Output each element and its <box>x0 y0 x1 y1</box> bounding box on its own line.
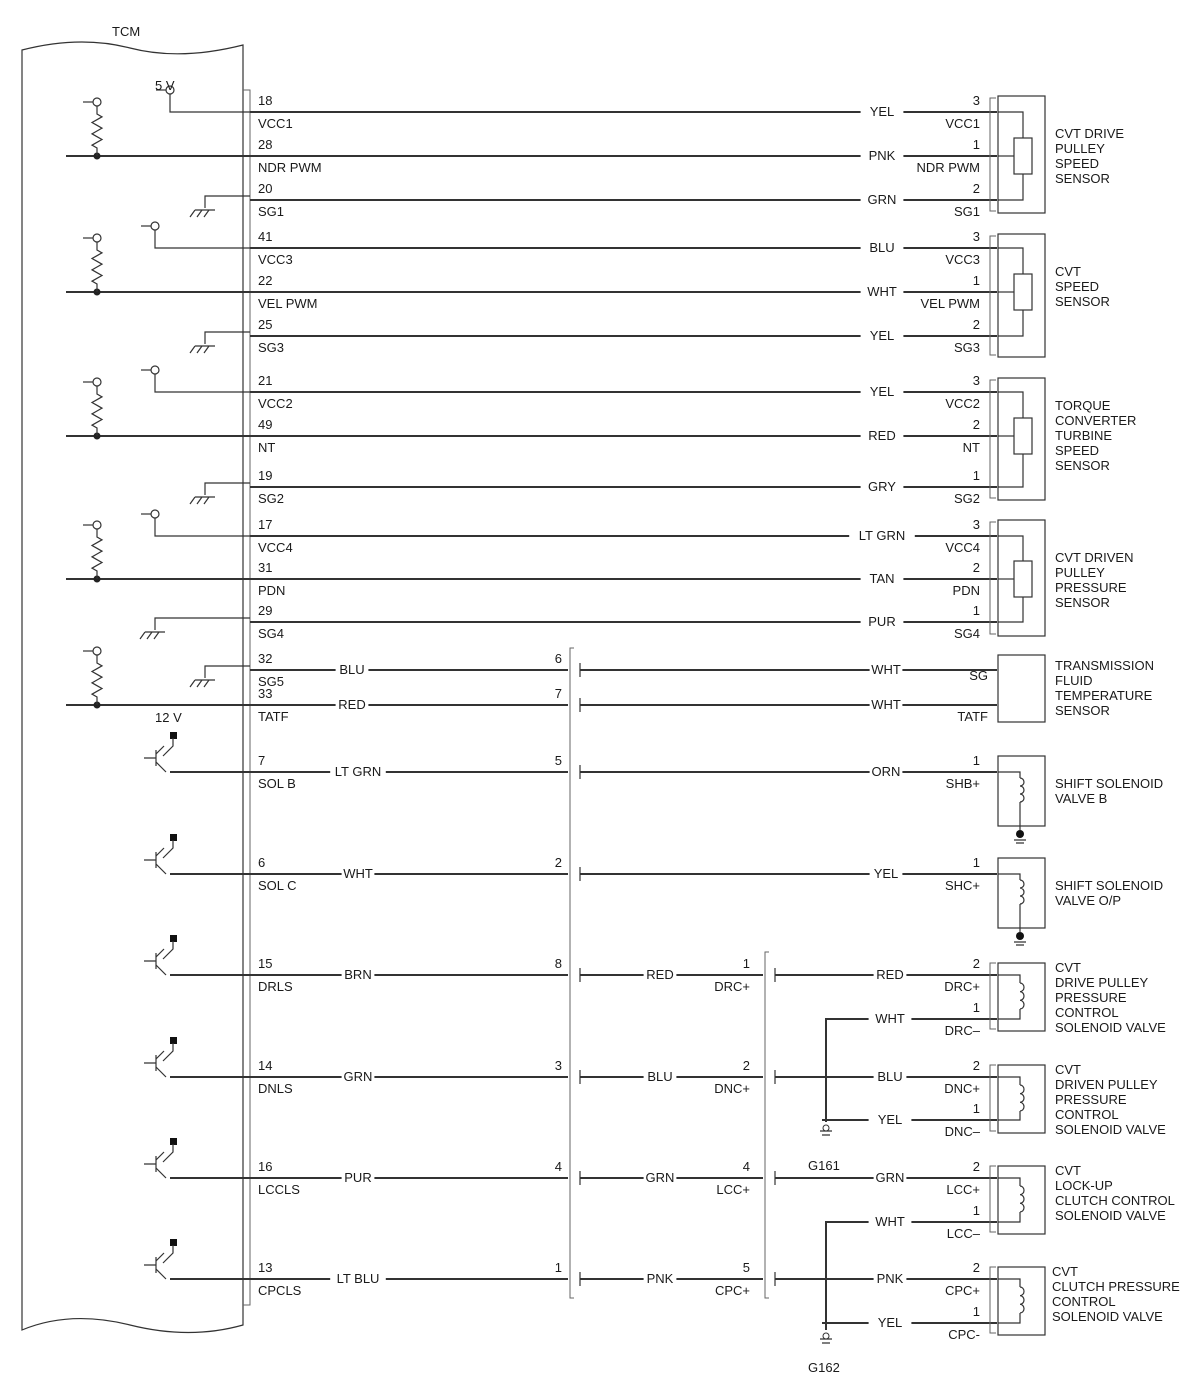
sensor-name: SENSOR <box>1055 171 1110 186</box>
connector-pin: 1 <box>972 753 980 768</box>
pin-number: 14 <box>258 1058 273 1073</box>
pin-label: VCC1 <box>258 116 293 131</box>
connector-pin: 2 <box>972 317 980 332</box>
connector-label: SHC+ <box>944 878 980 893</box>
connector-label: VEL PWM <box>920 296 980 311</box>
solenoid-name: CVT <box>1055 1163 1081 1178</box>
tft-name: TRANSMISSION <box>1055 658 1154 673</box>
pin-number: 18 <box>258 93 273 108</box>
connector-label: SG2 <box>953 491 980 506</box>
driver-transistor-supply <box>170 732 177 739</box>
pin-number: 25 <box>258 317 273 332</box>
junction-pin: 5 <box>554 753 562 768</box>
connector-pin: 1 <box>972 273 980 288</box>
solenoid-box <box>998 858 1045 928</box>
ground-internal <box>155 618 250 630</box>
sensor-name: CVT <box>1055 264 1081 279</box>
pin-label: VCC2 <box>258 396 293 411</box>
connector-label: SG3 <box>953 340 980 355</box>
pin-label: SG2 <box>258 491 285 506</box>
shift-wire-color: ORN <box>871 764 901 779</box>
solenoid-name: CONTROL <box>1055 1005 1119 1020</box>
connector-label: DNC+ <box>944 1081 980 1096</box>
driver-transistor-supply <box>170 935 177 942</box>
connector-pin: 1 <box>972 137 980 152</box>
driver-transistor-supply <box>170 1138 177 1145</box>
pin-label: PDN <box>258 583 286 598</box>
pin-number: 19 <box>258 468 273 483</box>
ground-riser-g161 <box>822 1019 830 1122</box>
pc-wire-color: GRN <box>343 1069 373 1084</box>
pullup-node <box>93 378 101 386</box>
connector-pin: 1 <box>972 468 980 483</box>
tft-sensor-box <box>998 655 1045 722</box>
connector-label: SHB+ <box>945 776 980 791</box>
connector-label: SG <box>969 668 988 683</box>
pin-label: SG1 <box>258 204 285 219</box>
solenoid-name: CLUTCH CONTROL <box>1055 1193 1175 1208</box>
pin-label: CPCLS <box>258 1283 302 1298</box>
driver-transistor <box>156 1269 166 1279</box>
solenoid-name: SHIFT SOLENOID <box>1055 878 1164 893</box>
pin-label: VCC3 <box>258 252 293 267</box>
connector-pin: 2 <box>972 1058 980 1073</box>
pc-wire-color: GRN <box>645 1170 675 1185</box>
junction-pin: 1 <box>554 1260 562 1275</box>
connector-pin: 1 <box>972 855 980 870</box>
ground-icon <box>190 497 215 504</box>
solenoid-box <box>998 1166 1045 1234</box>
solenoid-name: SOLENOID VALVE <box>1055 1020 1166 1035</box>
sensor-name: PULLEY <box>1055 565 1105 580</box>
connector-pin: 3 <box>972 229 980 244</box>
pc-wire-color: RED <box>646 967 674 982</box>
pin-number: 13 <box>258 1260 273 1275</box>
tft-name: SENSOR <box>1055 703 1110 718</box>
connector-pin: 2 <box>972 1159 980 1174</box>
solenoid-name: VALVE O/P <box>1055 893 1121 908</box>
vcc-internal <box>155 230 250 248</box>
connector-pin: 2 <box>972 956 980 971</box>
wire-color: GRN <box>867 192 897 207</box>
pin-number: 29 <box>258 603 273 618</box>
connector-pin: 2 <box>972 417 980 432</box>
pin-number: 32 <box>258 651 273 666</box>
sensor-connector <box>990 98 996 211</box>
driver-transistor <box>144 1257 156 1273</box>
pin-label: VCC4 <box>258 540 293 555</box>
wire-color: TAN <box>869 571 895 586</box>
connector-pin: 3 <box>972 93 980 108</box>
pc-wire-color: PNK <box>646 1271 674 1286</box>
pullup-node <box>93 521 101 529</box>
pin-number: 6 <box>258 855 266 870</box>
wire-color: RED <box>868 428 896 443</box>
wire-color: BLU <box>869 240 895 255</box>
solenoid-name: SOLENOID VALVE <box>1052 1309 1163 1324</box>
return-color: WHT <box>875 1011 905 1026</box>
driver-transistor <box>156 746 164 754</box>
supply-5v: 5 V <box>155 78 175 93</box>
vcc-internal <box>155 374 250 392</box>
junction-connector-a <box>570 648 574 1298</box>
ground-icon <box>820 1131 832 1135</box>
junction-label: DRC+ <box>714 979 750 994</box>
wire-color: LT GRN <box>858 528 906 543</box>
driver-transistor <box>163 738 173 756</box>
ground-point <box>823 1125 829 1131</box>
connector-label: DRC+ <box>944 979 980 994</box>
connector-label: VCC2 <box>945 396 980 411</box>
pc-wire-color: RED <box>876 967 904 982</box>
driver-transistor <box>163 941 173 959</box>
pin-label: SG4 <box>258 626 285 641</box>
pc-wire-color: GRN <box>875 1170 905 1185</box>
pin-number: 16 <box>258 1159 273 1174</box>
solenoid-box <box>998 963 1045 1031</box>
ground-icon <box>1014 840 1026 843</box>
tft-wire-color: RED <box>338 697 366 712</box>
junction-pin: 2 <box>742 1058 750 1073</box>
vcc-node <box>151 366 159 374</box>
connector-label: NT <box>962 440 980 455</box>
solenoid-name: CVT <box>1055 960 1081 975</box>
sensor-name: TORQUE <box>1055 398 1111 413</box>
return-color: YEL <box>877 1112 903 1127</box>
connector-label: TATF <box>957 709 988 724</box>
sensor-name: CONVERTER <box>1055 413 1137 428</box>
solenoid-name: PRESSURE <box>1055 990 1127 1005</box>
driver-transistor <box>144 750 156 766</box>
solenoid-name: DRIVEN PULLEY <box>1055 1077 1158 1092</box>
connector-label: DRC– <box>944 1023 980 1038</box>
case-ground-dot <box>1016 830 1024 838</box>
pullup-resistor <box>92 106 102 156</box>
solenoid-name: CONTROL <box>1055 1107 1119 1122</box>
junction-pin: 4 <box>742 1159 750 1174</box>
pin-number: 21 <box>258 373 273 388</box>
connector-pin: 3 <box>972 517 980 532</box>
junction-pin: 5 <box>742 1260 750 1275</box>
solenoid-name: CONTROL <box>1052 1294 1116 1309</box>
pin-number: 28 <box>258 137 273 152</box>
pin-label: NT <box>258 440 276 455</box>
sensor-name: SPEED <box>1055 443 1100 458</box>
connector-label: SG1 <box>953 204 980 219</box>
connector-label: VCC3 <box>945 252 980 267</box>
pin-number: 20 <box>258 181 273 196</box>
pin-label: TATF <box>258 709 289 724</box>
pin-label: DRLS <box>258 979 293 994</box>
sensor-connector <box>990 380 996 498</box>
ground-label-g162: G162 <box>808 1360 840 1375</box>
driver-transistor <box>156 1168 166 1178</box>
pin-label: LCCLS <box>258 1182 300 1197</box>
pin-label: SG5 <box>258 674 285 689</box>
connector-pin: 2 <box>972 181 980 196</box>
tft-wire-color: WHT <box>871 662 901 677</box>
junction-label: DNC+ <box>714 1081 750 1096</box>
connector-pin: 1 <box>972 1000 980 1015</box>
connector-pin: 1 <box>972 1304 980 1319</box>
junction-label: LCC+ <box>716 1182 750 1197</box>
driver-transistor <box>156 949 164 957</box>
return-color: YEL <box>877 1315 903 1330</box>
solenoid-box <box>998 1267 1045 1335</box>
pin-label: SG3 <box>258 340 285 355</box>
connector-label: PDN <box>952 583 980 598</box>
ground-point <box>823 1333 829 1339</box>
solenoid-box <box>998 1065 1045 1133</box>
driver-transistor <box>163 1144 173 1162</box>
solenoid-name: CVT <box>1052 1264 1078 1279</box>
pin-number: 49 <box>258 417 273 432</box>
ground-riser-g162 <box>822 1222 830 1330</box>
driver-transistor <box>156 1067 166 1077</box>
sensor-name: PULLEY <box>1055 141 1105 156</box>
pin-number: 7 <box>258 753 266 768</box>
sensor-name: SENSOR <box>1055 595 1110 610</box>
solenoid-name: SOLENOID VALVE <box>1055 1122 1166 1137</box>
solenoid-name: CLUTCH PRESSURE <box>1052 1279 1180 1294</box>
connector-label: CPC- <box>948 1327 980 1342</box>
sensor-name: CVT DRIVE <box>1055 126 1125 141</box>
junction-pin: 1 <box>742 956 750 971</box>
vcc-node <box>151 222 159 230</box>
sensor-connector <box>990 236 996 355</box>
sensor-element <box>1014 561 1032 597</box>
driver-transistor <box>163 1245 173 1263</box>
sensor-element <box>1014 274 1032 310</box>
connector-label: DNC– <box>944 1124 980 1139</box>
pullup-resistor <box>92 529 102 579</box>
pin-number: 22 <box>258 273 273 288</box>
driver-transistor-supply <box>170 1239 177 1246</box>
driver-transistor <box>156 1253 164 1261</box>
solenoid-name: LOCK-UP <box>1055 1178 1113 1193</box>
connector-pin: 3 <box>972 373 980 388</box>
tcm-connector <box>243 90 250 1305</box>
solenoid-connector <box>990 1065 996 1131</box>
solenoid-name: PRESSURE <box>1055 1092 1127 1107</box>
sensor-name: PRESSURE <box>1055 580 1127 595</box>
driver-transistor <box>163 1043 173 1061</box>
connector-label: LCC+ <box>946 1182 980 1197</box>
shift-wire-color: LT GRN <box>334 764 382 779</box>
driver-transistor <box>144 852 156 868</box>
sensor-name: SPEED <box>1055 156 1100 171</box>
solenoid-name: VALVE B <box>1055 791 1108 806</box>
tft-name: TEMPERATURE <box>1055 688 1153 703</box>
vcc-node <box>151 510 159 518</box>
shift-wire-color: WHT <box>343 866 373 881</box>
sensor-name: SENSOR <box>1055 458 1110 473</box>
pin-label: SOL B <box>258 776 296 791</box>
connector-label: LCC– <box>946 1226 980 1241</box>
sensor-name: SENSOR <box>1055 294 1110 309</box>
driver-transistor <box>156 864 166 874</box>
connector-label: NDR PWM <box>916 160 980 175</box>
connector-pin: 2 <box>972 1260 980 1275</box>
sensor-name: CVT DRIVEN <box>1055 550 1134 565</box>
connector-label: VCC4 <box>945 540 980 555</box>
ground-label-g161: G161 <box>808 1158 840 1173</box>
pc-wire-color: BRN <box>344 967 372 982</box>
pc-wire-color: LT BLU <box>336 1271 380 1286</box>
ground-icon <box>140 632 165 639</box>
junction-pin: 3 <box>554 1058 562 1073</box>
connector-label: CPC+ <box>944 1283 980 1298</box>
pin-number: 41 <box>258 229 273 244</box>
solenoid-name: SHIFT SOLENOID <box>1055 776 1164 791</box>
driver-transistor-supply <box>170 834 177 841</box>
connector-pin: 2 <box>972 560 980 575</box>
wire-color: PUR <box>868 614 896 629</box>
tcm-title: TCM <box>112 24 141 39</box>
driver-transistor <box>144 1055 156 1071</box>
shift-wire-color: YEL <box>873 866 899 881</box>
junction-pin: 7 <box>554 686 562 701</box>
sensor-name: SPEED <box>1055 279 1100 294</box>
vcc-internal <box>155 518 250 536</box>
pin-number: 31 <box>258 560 273 575</box>
pullup-resistor <box>92 242 102 292</box>
sensor-element <box>1014 418 1032 454</box>
connector-label: SG4 <box>953 626 980 641</box>
driver-transistor <box>156 1152 164 1160</box>
wire-color: PNK <box>868 148 896 163</box>
connector-label: VCC1 <box>945 116 980 131</box>
pc-wire-color: BLU <box>877 1069 903 1084</box>
solenoid-name: CVT <box>1055 1062 1081 1077</box>
tft-wire-color: BLU <box>339 662 365 677</box>
pin-label: DNLS <box>258 1081 293 1096</box>
ground-icon <box>190 680 215 687</box>
junction-pin: 8 <box>554 956 562 971</box>
ground-icon <box>1014 942 1026 945</box>
supply-12v: 12 V <box>155 710 182 725</box>
ground-icon <box>190 346 215 353</box>
wire-color: YEL <box>869 328 895 343</box>
ground-icon <box>820 1339 832 1343</box>
solenoid-name: DRIVE PULLEY <box>1055 975 1149 990</box>
pc-wire-color: PUR <box>344 1170 372 1185</box>
pullup-node <box>93 647 101 655</box>
vcc-internal <box>170 94 250 112</box>
tft-name: FLUID <box>1055 673 1093 688</box>
pc-wire-color: BLU <box>647 1069 673 1084</box>
driver-transistor <box>156 848 164 856</box>
pin-label: VEL PWM <box>258 296 318 311</box>
wire-color: YEL <box>869 384 895 399</box>
pin-label: SOL C <box>258 878 297 893</box>
pin-number: 15 <box>258 956 273 971</box>
junction-label: CPC+ <box>714 1283 750 1298</box>
pin-label: NDR PWM <box>258 160 322 175</box>
driver-transistor <box>156 965 166 975</box>
pullup-resistor <box>92 386 102 436</box>
ground-icon <box>190 210 215 217</box>
junction-pin: 6 <box>554 651 562 666</box>
wire-color: WHT <box>867 284 897 299</box>
return-color: WHT <box>875 1214 905 1229</box>
tcm-body <box>22 42 243 1333</box>
driver-transistor <box>163 840 173 858</box>
connector-pin: 1 <box>972 1101 980 1116</box>
pc-wire-color: PNK <box>876 1271 904 1286</box>
wire-color: YEL <box>869 104 895 119</box>
case-ground-dot <box>1016 932 1024 940</box>
driver-transistor <box>144 1156 156 1172</box>
driver-transistor <box>156 1051 164 1059</box>
junction-pin: 2 <box>554 855 562 870</box>
connector-pin: 1 <box>972 1203 980 1218</box>
driver-transistor <box>156 762 166 772</box>
pin-number: 17 <box>258 517 273 532</box>
solenoid-name: SOLENOID VALVE <box>1055 1208 1166 1223</box>
pin-number: 33 <box>258 686 273 701</box>
sensor-name: TURBINE <box>1055 428 1113 443</box>
pullup-resistor <box>92 655 102 705</box>
junction-pin: 4 <box>554 1159 562 1174</box>
driver-transistor-supply <box>170 1037 177 1044</box>
solenoid-box <box>998 756 1045 826</box>
junction-connector-b <box>765 952 769 1298</box>
wire-color: GRY <box>868 479 896 494</box>
connector-pin: 1 <box>972 603 980 618</box>
sensor-element <box>1014 138 1032 174</box>
pullup-node <box>93 234 101 242</box>
driver-transistor <box>144 953 156 969</box>
tft-wire-color: WHT <box>871 697 901 712</box>
pullup-node <box>93 98 101 106</box>
